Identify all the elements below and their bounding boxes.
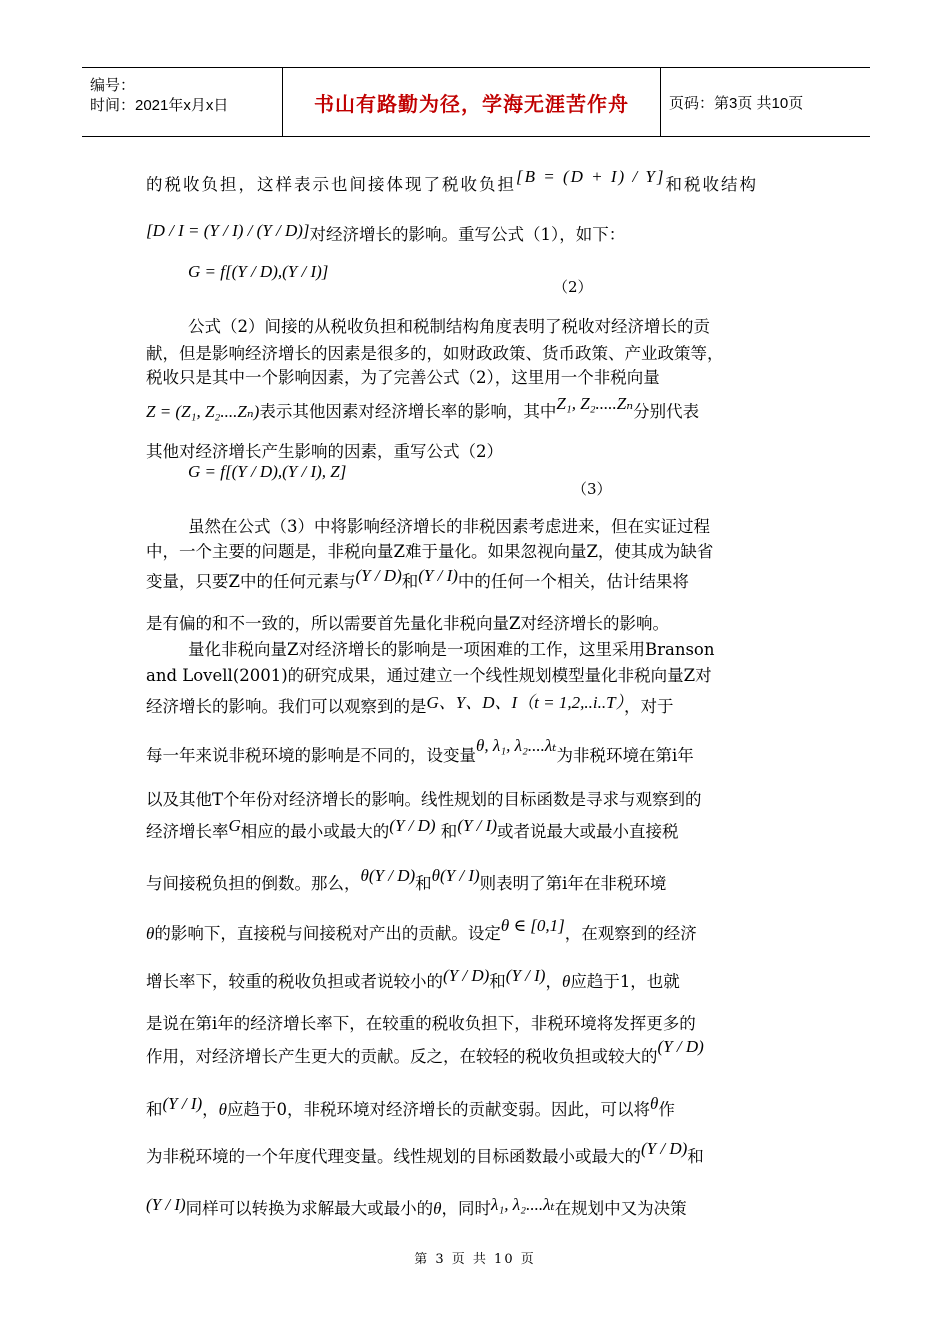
text-line [146,1195,687,1219]
text-segment: 中的任何一个相关，估计结果将 [457,572,689,591]
formula-yd: (Y / D) [443,966,490,985]
text-segment: 每一年来说非税环境的影响是不同的，设变量 [146,746,476,765]
formula-theta-range: θ ∈ [0,1] [500,916,565,935]
equation-2-number: （2） [553,278,593,296]
text-segment: 相应的最小或最大的 [240,822,390,841]
formula-z-vector: Z = (Z₁, Z₂....Zₙ) [146,402,260,421]
header-meta [82,68,283,136]
formula-lambda-list: λ₁, λ₂....λₜ [491,1195,555,1214]
formula-z-list: Z₁, Z₂.....Zₙ [556,394,634,413]
equation-2-formula: G = f[(Y / D),(Y / I)] [188,262,329,281]
formula-theta-yi: θ(Y / I) [431,866,480,885]
text-line [146,736,694,766]
formula-tax-structure: [D / I = (Y / I) / (Y / D)] [146,221,310,240]
formula-yd: (Y / D) [657,1037,704,1056]
header-motto-cell [283,68,661,136]
text-line: 增长率下，较重的税收负担或者说较小的(Y / D)和(Y / I)，θ应趋于1，也就 [146,966,680,991]
formula-yd: (Y / D) [389,816,436,835]
text-line: 公式（2）间接的从税收负担和税制结构角度表明了税收对经济增长的贡 [188,317,710,336]
text-segment: 表示其他因素对经济增长率的影响，其中 [259,402,557,421]
text-line [146,221,625,245]
text-segment: 和 [401,572,419,591]
text-line: 和(Y / I)，θ应趋于0，非税环境对经济增长的贡献变弱。因此，可以将θ作 [146,1094,675,1119]
text-line: 是说在第i年的经济增长率下，在较重的税收负担下，非税环境将发挥更多的 [146,1014,696,1033]
text-line: 献，但是影响经济增长的因素是很多的，如财政政策、货币政策、产业政策等， [146,344,724,363]
text-line: 以及其他T个年份对经济增长的影响。线性规划的目标函数是寻求与观察到的 [146,790,702,809]
text-segment: 同样可以转换为求解最大或最小的 [185,1199,434,1218]
page-label: 页码：第3页 共10页 [669,94,804,112]
text-segment: 与间接税负担的倒数。那么， [146,874,361,893]
text-line: 其他对经济增长产生影响的因素，重写公式（2） [146,442,503,461]
text-line: 中，一个主要的问题是，非税向量Z难于量化。如果忽视向量Z，使其成为缺省 [146,542,714,561]
formula-yd: (Y / D) [355,566,402,585]
equation-2 [188,262,328,282]
text-line [146,916,697,944]
text-segment: 作 [658,1100,675,1119]
text-segment: 对经济增长的影响。重写公式（1），如下： [309,225,626,244]
formula-yi: (Y / I) [457,816,497,835]
text-segment: 则表明了第i年在非税环境 [479,874,667,893]
formula-theta: θ [218,1100,228,1119]
formula-yi: (Y / I) [146,1195,186,1214]
text-segment: 为非税环境的一个年度代理变量。线性规划的目标函数最小或最大的 [146,1147,641,1166]
text-segment: 作用，对经济增长产生更大的贡献。反之，在较轻的税收负担或较大的 [146,1047,658,1066]
formula-yi: (Y / I) [162,1094,203,1113]
text-segment: 变量，只要Z中的任何元素与 [146,572,356,591]
text-segment: 为非税环境在第i年 [556,746,694,765]
page-footer: 第 3 页 共 10 页 [414,1252,536,1267]
equation-3-number: （3） [572,480,612,498]
text-segment: ，对于 [624,697,674,716]
text-line: 是有偏的和不一致的，所以需要首先量化非税向量Z对经济增长的影响。 [146,614,669,633]
formula-theta: θ [433,1199,442,1218]
equation-3-formula: G = f[(Y / D),(Y / I), Z] [188,462,347,481]
formula-theta: θ [146,924,155,943]
equation-3 [188,462,346,482]
text-line: 经济增长率G相应的最小或最大的(Y / D) 和(Y / I)或者说最大或最小直接税 [146,816,679,841]
text-segment: 应趋于0，非税环境对经济增长的贡献变弱。因此，可以将 [227,1100,651,1119]
text-line: 与间接税负担的倒数。那么，θ(Y / D)和θ(Y / I)则表明了第i年在非税环境 [146,866,667,893]
motto: 书山有路勤为径，学海无涯苦作舟 [314,93,629,116]
formula-tax-burden: [B = (D + I) / Y] [516,167,666,186]
text-segment: 在规划中又为决策 [554,1199,687,1218]
formula-observables: G、Y、D、I（t = 1,2,..i..T） [426,693,625,712]
text-line: 虽然在公式（3）中将影响经济增长的非税因素考虑进来，但在实证过程 [188,517,710,536]
text-line [146,167,758,195]
text-segment: 经济增长的影响。我们可以观察到的是 [146,697,427,716]
text-line: 税收只是其中一个影响因素，为了完善公式（2），这里用一个非税向量 [146,368,660,387]
text-line [146,394,700,422]
formula-yi: (Y / I) [418,566,458,585]
text-segment: 或者说最大或最小直接税 [496,822,679,841]
time-label: 时间：2021年x月x日 [90,97,229,114]
text-line: 量化非税向量Z对经济增长的影响是一项困难的工作，这里采用Branson [188,640,715,659]
text-segment: 经济增长率 [146,822,229,841]
text-segment: ，同时 [441,1199,492,1218]
text-line [146,568,689,592]
header-page-cell [661,68,870,136]
text-segment: 的影响下，直接税与间接税对产出的贡献。设定 [154,924,501,943]
formula-yi: (Y / I) [505,966,546,985]
text-line [146,1037,704,1067]
text-segment: ，在观察到的经济 [564,924,697,943]
page-header [82,67,870,137]
text-segment: 应趋于1，也就 [570,972,680,991]
formula-yd: (Y / D) [641,1139,688,1158]
formula-theta: θ [650,1094,659,1113]
text-segment: 的税收负担，这样表示也间接体现了税收负担 [146,175,516,194]
number-label: 编号： [90,77,136,94]
formula-theta-lambda: θ, λ₁, λ₂....λₜ [476,736,557,755]
formula-g: G [228,816,241,835]
formula-theta: θ [561,972,571,991]
text-line: 为非税环境的一个年度代理变量。线性规划的目标函数最小或最大的(Y / D)和 [146,1139,704,1166]
text-segment: 分别代表 [633,402,700,421]
text-segment: 增长率下，较重的税收负担或者说较小的 [146,972,443,991]
text-line: and Lovell(2001)的研究成果，通过建立一个线性规划模型量化非税向量Z对 [146,666,712,685]
text-segment: 和税收结构 [665,175,758,194]
text-line [146,692,674,717]
formula-theta-yd: θ(Y / D) [360,866,416,885]
